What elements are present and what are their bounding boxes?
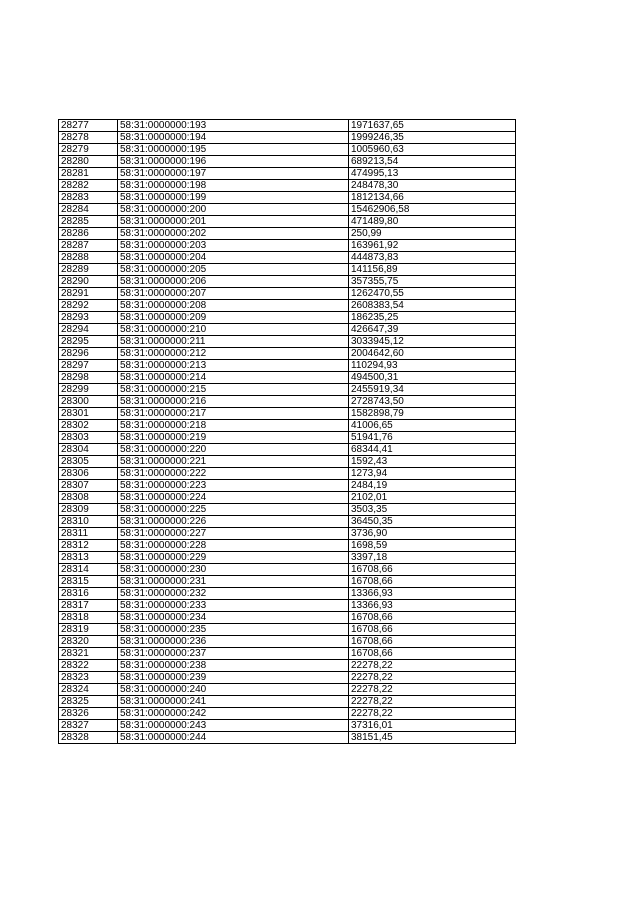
cadastral-number-cell: 58:31:0000000:200 [118, 204, 349, 216]
table-row [59, 252, 516, 264]
table-row [59, 360, 516, 372]
row-number-cell: 28316 [59, 588, 118, 600]
cadastral-number-cell: 58:31:0000000:207 [118, 288, 349, 300]
value-cell: 426647,39 [349, 324, 516, 336]
row-number-cell: 28283 [59, 192, 118, 204]
cadastral-number-cell: 58:31:0000000:204 [118, 252, 349, 264]
cadastral-number-cell: 58:31:0000000:205 [118, 264, 349, 276]
value-cell: 22278,22 [349, 696, 516, 708]
value-cell: 1005960,63 [349, 144, 516, 156]
value-cell: 16708,66 [349, 624, 516, 636]
table-row [59, 300, 516, 312]
table-row [59, 144, 516, 156]
value-cell: 16708,66 [349, 576, 516, 588]
row-number-cell: 28290 [59, 276, 118, 288]
value-cell: 1273,94 [349, 468, 516, 480]
table-row [59, 348, 516, 360]
table-row [59, 204, 516, 216]
value-cell: 22278,22 [349, 672, 516, 684]
row-number-cell: 28328 [59, 732, 118, 744]
row-number-cell: 28320 [59, 636, 118, 648]
table-row [59, 228, 516, 240]
row-number-cell: 28303 [59, 432, 118, 444]
value-cell: 163961,92 [349, 240, 516, 252]
table-row [59, 432, 516, 444]
row-number-cell: 28318 [59, 612, 118, 624]
cadastral-number-cell: 58:31:0000000:202 [118, 228, 349, 240]
cadastral-number-cell: 58:31:0000000:214 [118, 372, 349, 384]
table-row [59, 132, 516, 144]
value-cell: 1971637,65 [349, 120, 516, 132]
cadastral-number-cell: 58:31:0000000:241 [118, 696, 349, 708]
value-cell: 13366,93 [349, 600, 516, 612]
cadastral-number-cell: 58:31:0000000:239 [118, 672, 349, 684]
value-cell: 357355,75 [349, 276, 516, 288]
cadastral-number-cell: 58:31:0000000:215 [118, 384, 349, 396]
value-cell: 16708,66 [349, 648, 516, 660]
table-row [59, 216, 516, 228]
cadastral-number-cell: 58:31:0000000:216 [118, 396, 349, 408]
table-row [59, 504, 516, 516]
cadastral-number-cell: 58:31:0000000:232 [118, 588, 349, 600]
row-number-cell: 28307 [59, 480, 118, 492]
table-row [59, 552, 516, 564]
cadastral-number-cell: 58:31:0000000:235 [118, 624, 349, 636]
row-number-cell: 28305 [59, 456, 118, 468]
table-row [59, 708, 516, 720]
cadastral-number-cell: 58:31:0000000:228 [118, 540, 349, 552]
row-number-cell: 28323 [59, 672, 118, 684]
row-number-cell: 28293 [59, 312, 118, 324]
row-number-cell: 28310 [59, 516, 118, 528]
value-cell: 474995,13 [349, 168, 516, 180]
row-number-cell: 28291 [59, 288, 118, 300]
value-cell: 471489,80 [349, 216, 516, 228]
cadastral-number-cell: 58:31:0000000:210 [118, 324, 349, 336]
row-number-cell: 28286 [59, 228, 118, 240]
cadastral-number-cell: 58:31:0000000:201 [118, 216, 349, 228]
value-cell: 110294,93 [349, 360, 516, 372]
table-row [59, 540, 516, 552]
row-number-cell: 28306 [59, 468, 118, 480]
cadastral-number-cell: 58:31:0000000:198 [118, 180, 349, 192]
cadastral-number-cell: 58:31:0000000:240 [118, 684, 349, 696]
value-cell: 248478,30 [349, 180, 516, 192]
row-number-cell: 28302 [59, 420, 118, 432]
value-cell: 186235,25 [349, 312, 516, 324]
cadastral-number-cell: 58:31:0000000:234 [118, 612, 349, 624]
value-cell: 22278,22 [349, 684, 516, 696]
value-cell: 2455919,34 [349, 384, 516, 396]
cadastral-number-cell: 58:31:0000000:236 [118, 636, 349, 648]
row-number-cell: 28277 [59, 120, 118, 132]
table-row [59, 600, 516, 612]
table-row [59, 612, 516, 624]
table-row [59, 672, 516, 684]
row-number-cell: 28322 [59, 660, 118, 672]
value-cell: 494500,31 [349, 372, 516, 384]
row-number-cell: 28281 [59, 168, 118, 180]
row-number-cell: 28301 [59, 408, 118, 420]
row-number-cell: 28321 [59, 648, 118, 660]
cadastral-number-cell: 58:31:0000000:224 [118, 492, 349, 504]
table-row [59, 372, 516, 384]
table-row [59, 468, 516, 480]
value-cell: 16708,66 [349, 636, 516, 648]
value-cell: 38151,45 [349, 732, 516, 744]
cadastral-number-cell: 58:31:0000000:238 [118, 660, 349, 672]
cadastral-number-cell: 58:31:0000000:213 [118, 360, 349, 372]
row-number-cell: 28317 [59, 600, 118, 612]
row-number-cell: 28295 [59, 336, 118, 348]
row-number-cell: 28296 [59, 348, 118, 360]
value-cell: 15462906,58 [349, 204, 516, 216]
row-number-cell: 28311 [59, 528, 118, 540]
table-row [59, 444, 516, 456]
row-number-cell: 28292 [59, 300, 118, 312]
table-row [59, 528, 516, 540]
row-number-cell: 28279 [59, 144, 118, 156]
table-row [59, 180, 516, 192]
value-cell: 250,99 [349, 228, 516, 240]
table-row [59, 240, 516, 252]
value-cell: 3033945,12 [349, 336, 516, 348]
table-row [59, 192, 516, 204]
table-row [59, 624, 516, 636]
value-cell: 16708,66 [349, 612, 516, 624]
row-number-cell: 28319 [59, 624, 118, 636]
value-cell: 41006,65 [349, 420, 516, 432]
table-row [59, 516, 516, 528]
table-row [59, 396, 516, 408]
row-number-cell: 28304 [59, 444, 118, 456]
table-row [59, 384, 516, 396]
value-cell: 1582898,79 [349, 408, 516, 420]
cadastral-number-cell: 58:31:0000000:230 [118, 564, 349, 576]
cadastral-number-cell: 58:31:0000000:218 [118, 420, 349, 432]
table-row [59, 168, 516, 180]
value-cell: 444873,83 [349, 252, 516, 264]
cadastral-number-cell: 58:31:0000000:243 [118, 720, 349, 732]
row-number-cell: 28285 [59, 216, 118, 228]
cadastral-number-cell: 58:31:0000000:225 [118, 504, 349, 516]
cadastral-number-cell: 58:31:0000000:217 [118, 408, 349, 420]
value-cell: 51941,76 [349, 432, 516, 444]
table-row [59, 324, 516, 336]
cadastral-number-cell: 58:31:0000000:195 [118, 144, 349, 156]
cadastral-number-cell: 58:31:0000000:219 [118, 432, 349, 444]
table-row [59, 492, 516, 504]
cadastral-number-cell: 58:31:0000000:227 [118, 528, 349, 540]
value-cell: 689213,54 [349, 156, 516, 168]
table-row [59, 660, 516, 672]
table-row [59, 420, 516, 432]
row-number-cell: 28288 [59, 252, 118, 264]
table-row [59, 636, 516, 648]
cadastral-number-cell: 58:31:0000000:208 [118, 300, 349, 312]
value-cell: 3503,35 [349, 504, 516, 516]
cadastral-number-cell: 58:31:0000000:223 [118, 480, 349, 492]
cadastral-number-cell: 58:31:0000000:244 [118, 732, 349, 744]
table-row [59, 312, 516, 324]
cadastral-number-cell: 58:31:0000000:194 [118, 132, 349, 144]
value-cell: 1262470,55 [349, 288, 516, 300]
value-cell: 37316,01 [349, 720, 516, 732]
table-row [59, 720, 516, 732]
row-number-cell: 28297 [59, 360, 118, 372]
value-cell: 36450,35 [349, 516, 516, 528]
cadastral-number-cell: 58:31:0000000:222 [118, 468, 349, 480]
value-cell: 1698,59 [349, 540, 516, 552]
table-row [59, 264, 516, 276]
row-number-cell: 28309 [59, 504, 118, 516]
cadastral-number-cell: 58:31:0000000:197 [118, 168, 349, 180]
row-number-cell: 28326 [59, 708, 118, 720]
table-row [59, 288, 516, 300]
table-row [59, 408, 516, 420]
row-number-cell: 28282 [59, 180, 118, 192]
row-number-cell: 28299 [59, 384, 118, 396]
row-number-cell: 28298 [59, 372, 118, 384]
table-row [59, 480, 516, 492]
value-cell: 22278,22 [349, 708, 516, 720]
value-cell: 1592,43 [349, 456, 516, 468]
row-number-cell: 28308 [59, 492, 118, 504]
value-cell: 68344,41 [349, 444, 516, 456]
row-number-cell: 28314 [59, 564, 118, 576]
row-number-cell: 28313 [59, 552, 118, 564]
row-number-cell: 28287 [59, 240, 118, 252]
value-cell: 13366,93 [349, 588, 516, 600]
cadastral-number-cell: 58:31:0000000:211 [118, 336, 349, 348]
value-cell: 16708,66 [349, 564, 516, 576]
cadastral-number-cell: 58:31:0000000:209 [118, 312, 349, 324]
row-number-cell: 28327 [59, 720, 118, 732]
value-cell: 3736,90 [349, 528, 516, 540]
cadastral-number-cell: 58:31:0000000:196 [118, 156, 349, 168]
row-number-cell: 28324 [59, 684, 118, 696]
cadastral-number-cell: 58:31:0000000:229 [118, 552, 349, 564]
row-number-cell: 28280 [59, 156, 118, 168]
row-number-cell: 28294 [59, 324, 118, 336]
row-number-cell: 28278 [59, 132, 118, 144]
cadastral-number-cell: 58:31:0000000:233 [118, 600, 349, 612]
table-row [59, 156, 516, 168]
table-row [59, 456, 516, 468]
table-row [59, 120, 516, 132]
value-cell: 2608383,54 [349, 300, 516, 312]
row-number-cell: 28284 [59, 204, 118, 216]
value-cell: 2728743,50 [349, 396, 516, 408]
row-number-cell: 28315 [59, 576, 118, 588]
value-cell: 141156,89 [349, 264, 516, 276]
cadastral-number-cell: 58:31:0000000:212 [118, 348, 349, 360]
value-cell: 1812134,66 [349, 192, 516, 204]
cadastral-number-cell: 58:31:0000000:220 [118, 444, 349, 456]
cadastral-number-cell: 58:31:0000000:237 [118, 648, 349, 660]
row-number-cell: 28325 [59, 696, 118, 708]
cadastral-number-cell: 58:31:0000000:226 [118, 516, 349, 528]
cadastral-number-cell: 58:31:0000000:221 [118, 456, 349, 468]
table-row [59, 564, 516, 576]
cadastral-number-cell: 58:31:0000000:242 [118, 708, 349, 720]
value-cell: 2004642,60 [349, 348, 516, 360]
table-row [59, 576, 516, 588]
cadastral-number-cell: 58:31:0000000:193 [118, 120, 349, 132]
value-cell: 22278,22 [349, 660, 516, 672]
cadastral-number-cell: 58:31:0000000:203 [118, 240, 349, 252]
table-row [59, 276, 516, 288]
table-row [59, 684, 516, 696]
value-cell: 1999246,35 [349, 132, 516, 144]
row-number-cell: 28289 [59, 264, 118, 276]
cadastral-number-cell: 58:31:0000000:199 [118, 192, 349, 204]
table-row [59, 648, 516, 660]
value-cell: 2102,01 [349, 492, 516, 504]
value-cell: 3397,18 [349, 552, 516, 564]
table-row [59, 336, 516, 348]
value-cell: 2484,19 [349, 480, 516, 492]
table-row [59, 732, 516, 744]
cadastral-number-cell: 58:31:0000000:231 [118, 576, 349, 588]
cadastral-number-cell: 58:31:0000000:206 [118, 276, 349, 288]
table-row [59, 588, 516, 600]
data-table [58, 119, 516, 744]
row-number-cell: 28312 [59, 540, 118, 552]
table-body [59, 120, 516, 744]
table-row [59, 696, 516, 708]
row-number-cell: 28300 [59, 396, 118, 408]
